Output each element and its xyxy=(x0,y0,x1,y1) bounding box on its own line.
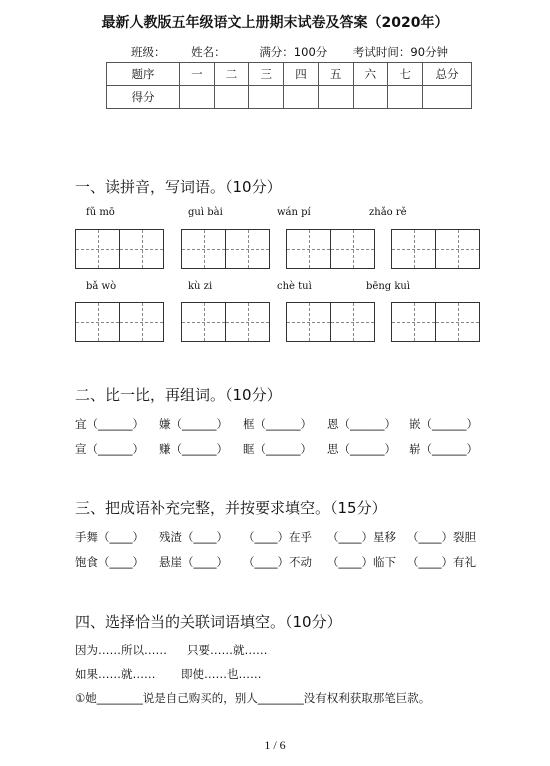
idiom-item: 饱食（____） xyxy=(75,555,144,569)
score-row xyxy=(107,86,472,109)
conjunction-option: 因为……所以…… xyxy=(75,643,167,657)
score-cell[interactable] xyxy=(353,86,388,109)
score-table-header xyxy=(107,63,472,86)
compare-item: 眶（______） xyxy=(243,442,312,456)
compare-item: 宣（______） xyxy=(75,442,144,456)
header-cell: 六 xyxy=(353,63,388,86)
pinyin: bǎ wò xyxy=(86,281,117,292)
header-cell: 二 xyxy=(214,63,249,86)
header-cell: 七 xyxy=(388,63,423,86)
compare-row xyxy=(75,416,478,432)
exam-time: 考试时间：90分钟 xyxy=(352,45,449,59)
writing-grid[interactable] xyxy=(181,302,270,342)
idiom-row xyxy=(75,554,476,570)
pinyin: bēng kuì xyxy=(366,281,411,292)
pinyin: guì bài xyxy=(188,207,223,218)
writing-grid[interactable] xyxy=(286,302,375,342)
score-cell[interactable] xyxy=(284,86,319,109)
writing-grid[interactable] xyxy=(75,302,164,342)
score-cell[interactable] xyxy=(423,86,472,109)
compare-item: 嫌（______） xyxy=(159,417,228,431)
page-title: 最新人教版五年级语文上册期末试卷及答案（2020年） xyxy=(101,15,449,31)
compare-item: 恩（______） xyxy=(327,417,396,431)
full-score: 满分：100分 xyxy=(259,45,328,59)
compare-item: 崭（______） xyxy=(409,442,478,456)
idiom-item: 残渣（____） xyxy=(159,530,228,544)
pinyin: chè tuì xyxy=(277,281,312,292)
idiom-item: 手舞（____） xyxy=(75,530,144,544)
header-cell: 一 xyxy=(180,63,215,86)
compare-item: 嵌（______） xyxy=(409,417,478,431)
section2-heading: 二、比一比，再组词。（10分） xyxy=(75,386,282,404)
pinyin: wán pí xyxy=(277,207,311,218)
score-cell[interactable] xyxy=(180,86,215,109)
question-1: ①她________说是自己购买的，别人________没有权利获取那笔巨款。 xyxy=(75,691,431,705)
idiom-item: （____）裂胆 xyxy=(407,530,476,544)
name-label: 姓名： xyxy=(191,45,226,59)
idiom-item: （____）不动 xyxy=(243,555,312,569)
compare-item: 赚（______） xyxy=(159,442,228,456)
compare-item: 宜（______） xyxy=(75,417,144,431)
idiom-item: （____）星移 xyxy=(327,530,396,544)
class-label: 班级： xyxy=(131,45,166,59)
pinyin: fǔ mō xyxy=(86,207,115,218)
section3-heading: 三、把成语补充完整，并按要求填空。（15分） xyxy=(75,499,387,517)
idiom-row xyxy=(75,529,476,545)
writing-grid[interactable] xyxy=(75,229,164,269)
writing-grid[interactable] xyxy=(391,229,480,269)
conjunction-options xyxy=(75,642,268,658)
writing-grid[interactable] xyxy=(391,302,480,342)
conjunction-option: 如果……就…… xyxy=(75,667,156,681)
conjunction-options xyxy=(75,666,262,682)
header-cell: 总分 xyxy=(423,63,472,86)
score-cell[interactable] xyxy=(214,86,249,109)
score-label: 得分 xyxy=(107,86,180,109)
header-cell: 四 xyxy=(284,63,319,86)
section1-heading: 一、读拼音，写词语。（10分） xyxy=(75,178,282,196)
header-cell: 题序 xyxy=(107,63,180,86)
pinyin: kù zi xyxy=(188,281,213,292)
writing-grid[interactable] xyxy=(286,229,375,269)
score-cell[interactable] xyxy=(318,86,353,109)
writing-grid[interactable] xyxy=(181,229,270,269)
idiom-item: （____）临下 xyxy=(327,555,396,569)
header-cell: 三 xyxy=(249,63,284,86)
section4-heading: 四、选择恰当的关联词语填空。（10分） xyxy=(75,613,342,631)
compare-row xyxy=(75,441,478,457)
conjunction-option: 即使……也…… xyxy=(181,667,262,681)
compare-item: 思（______） xyxy=(327,442,396,456)
idiom-item: （____）在乎 xyxy=(243,530,312,544)
score-cell[interactable] xyxy=(388,86,423,109)
score-cell[interactable] xyxy=(249,86,284,109)
conjunction-option: 只要……就…… xyxy=(187,643,268,657)
header-cell: 五 xyxy=(318,63,353,86)
idiom-item: 悬崖（____） xyxy=(159,555,228,569)
compare-item: 框（______） xyxy=(243,417,312,431)
exam-info xyxy=(131,44,470,60)
score-table xyxy=(106,62,472,109)
idiom-item: （____）有礼 xyxy=(407,555,476,569)
page-number: 1 / 6 xyxy=(264,738,286,752)
pinyin: zhǎo rě xyxy=(369,207,407,218)
